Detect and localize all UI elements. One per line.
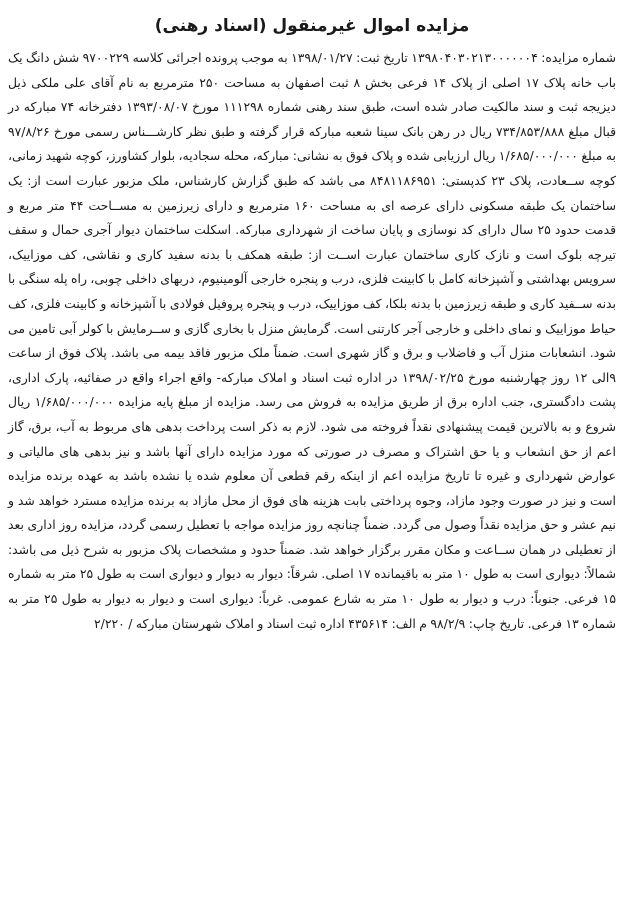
notice-title: مزایده اموال غیرمنقول (اسناد رهنی) — [154, 16, 470, 36]
notice-body: شماره مزایده: ۱۳۹۸۰۴۰۳۰۲۱۳۰۰۰۰۰۰۴ تاریخ ثبت: ۱۳۹۸/۰۱/۲۷ به موجب پرونده اجرائی کلاسه ۹۷۰۰۲۲۹ شش دانگ یک باب خانه پلاک ۱۷ اصلی از پلاک ۱۴ فرعی بخش ۸ ثبت اصفهان به مساحت ۲۵۰ مترمربع به نام آقای علی ملکی ذیل دیزیجه ثبت و سند مالکیت صادر شده است، طبق سند رهنی شماره ۱۱۱۲۹۸ مورخ ۱۳۹۳/۰۸/۰۷ دفترخانه ۷۴ مبارکه در قبال مبلغ ۷۳۴/۸۵۳/۸۸۸ ریال در رهن بانک سینا شعبه مبارکه قرار گرفته و طبق نظر کارشـــناس رسمی مورخ ۹۷/۸/۲۶ به مبلغ ۱/۶۸۵/۰۰۰/۰۰۰ ریال ارزیابی شده و پلاک فوق به نشانی: مبارکه، محله سجادیه، بلوار کشاورز، کوچه شهید زمانی، کوچه ســعادت، پلاک ۲۳ کدپستی: ۸۴۸۱۱۸۶۹۵۱ می باشد که طبق گزارش کارشناس، ملک مزبور عبارت است از: یک ساختمان یک طبقه مسکونی دارای عرصه ای به مساحت ۱۶۰ مترمربع و دارای زیرزمین به مســاحت ۴۴ متر مربع و قدمت حدود ۲۵ سال دارای کد نوسازی و پایان ساخت از شهرداری مبارکه. اسکلت ساختمان دیوار آجری حمال و سقف تیرچه بلوک است و نازک کاری ساختمان عبارت اســت از: طبقه همکف با بدنه سفید کاری و نقاشی، کف موزاییک، سرویس بهداشتی و آشپزخانه کامل با کابینت فلزی، درب و پنجره خارجی آلومینیوم، دربهای داخلی چوبی، راه پله سنگی با بدنه ســفید کاری و طبقه زیرزمین با بدنه بلکا، کف موزاییک، درب و پنجره پروفیل فولادی با آشپزخانه و کابینت فلزی، کف حیاط موزاییک و نمای داخلی و خارجی آجر کارتنی است. گرمایش منزل با بخاری گازی و ســرمایش با کولر آبی تامین می شود. انشعابات منزل آب و فاضلاب و برق و گاز شهری است. ضمناً ملک مزبور فاقد بیمه می باشد. پلاک فوق از ساعت ۹الی ۱۲ روز چهارشنبه مورخ ۱۳۹۸/۰۲/۲۵ در اداره ثبت اسناد و املاک مبارکه- واقع اجراء واقع در صفائیه، پارک اداری، پشت دادگستری، جنب اداره برق از طریق مزایده به فروش می رسد. مزایده از مبلغ پایه مزایده ۱/۶۸۵/۰۰۰/۰۰۰ ریال شروع و به بالاترین قیمت پیشنهادی نقداً فروخته می شود. لازم به ذکر است پرداخت بدهی های مربوط به آب، برق، گاز اعم از حق انشعاب و یا حق اشتراک و مصرف در صورتی که مورد مزایده دارای آنها باشد و نیز بدهی های مالیاتی و عوارض شهرداری و غیره تا تاریخ مزایده اعم از اینکه رقم قطعی آن معلوم شده یا نشده باشد به عهده برنده مزایده است و نیز در صورت وجود مازاد، وجوه پرداختی بابت هزینه های فوق از محل مازاد به برنده مزایده مسترد خواهد شد و نیم عشر و حق مزایده نقداً وصول می گردد. ضمناً چنانچه روز مزایده مواجه با تعطیل رسمی گردد، مزایده روز اداری بعد از تعطیلی در همان ســاعت و مکان مقرر برگزار خواهد شد. ضمناً حدود و مشخصات پلاک مزبور به شرح ذیل می باشد: شمالاً: دیواری است به طول ۱۰ متر به باقیمانده ۱۷ اصلی. شرقاً: دیوار به دیوار و دیواری است به طول ۲۵ متر به شماره ۱۵ فرعی. جنوباً: درب و دیوار به طول ۱۰ متر به شارع عمومی. غرباً: دیواری است و دیوار به دیوار به طول ۲۵ متر به شماره ۱۳ فرعی. تاریخ چاپ: ۹۸/۲/۹ م الف: ۴۳۵۶۱۴ اداره ثبت اسناد و املاک شهرستان مبارکه / ۲/۲۲۰ — [8, 50, 617, 631]
auction-notice — [8, 8, 616, 916]
